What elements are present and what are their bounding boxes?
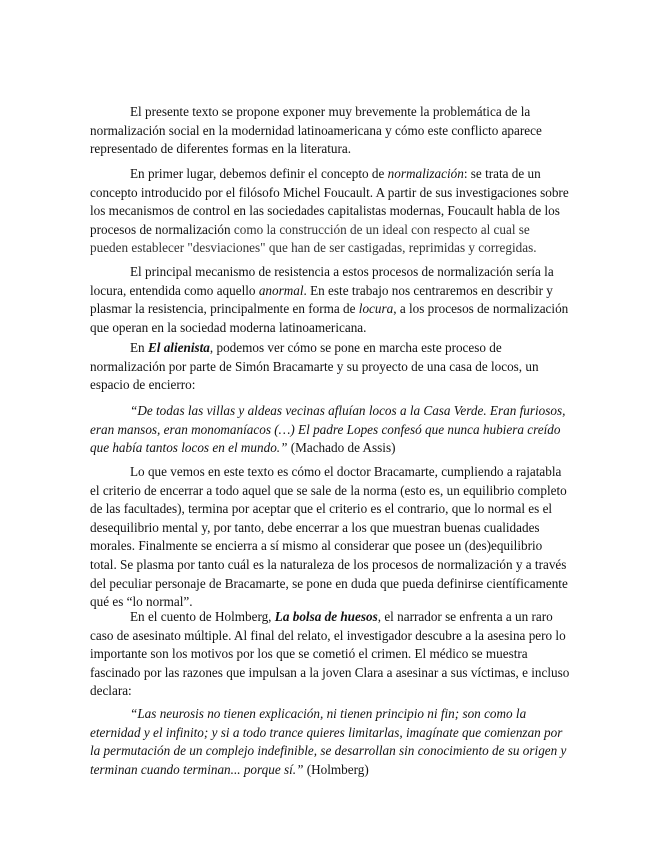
quote-text: “Las neurosis no tienen explicación, ni tienen principio ni fin; son como la eternidad y el infinito; y si a todo trance quieres limitarlas, imagínate que comienzan por la permutación de un complejo indefinible, se desarrollan sin conocimiento de su origen y terminan cuando terminan... porque sí.”	[90, 706, 567, 777]
text-run: El principal mecanismo de resistencia a estos procesos de normalización sería la locura, entendida como aquello	[90, 264, 554, 298]
text-run: como la construcción de un ideal con respecto al cual se pueden establecer "desviaciones" que han de ser castigadas, reprimidas y corregidas.	[90, 221, 537, 256]
paragraph-resistance	[90, 263, 570, 337]
term-locura: locura	[358, 301, 394, 317]
term-normalizacion: normalización	[387, 166, 464, 181]
paragraph-alienista	[90, 339, 570, 395]
term-lo-normal: “lo normal”	[126, 594, 190, 610]
text-run: En primer lugar, debemos definir el concepto de	[130, 166, 388, 181]
quote-text: “De todas las villas y aldeas vecinas afluían locos a la Casa Verde. Eran furiosos, eran mansos, eran monomaníacos (…) El padre Lopes confesó que nunca hubiera creído que había tantos locos en el mundo.”	[90, 403, 566, 456]
paragraph-intro	[90, 103, 570, 159]
quote-machado-de-assis	[90, 402, 570, 458]
work-title-el-alienista: El alienista	[147, 340, 210, 355]
text-run: .	[189, 594, 193, 610]
text-run: , a los procesos de normalización que operan en la sociedad moderna latinoamericana.	[90, 301, 569, 335]
text-run: En	[130, 340, 148, 355]
term-anormal: anormal	[258, 282, 304, 298]
paragraph-holmberg	[90, 608, 570, 701]
quote-citation: (Holmberg)	[303, 761, 369, 777]
text-run: . En este trabajo nos centraremos en describir y plasmar la resistencia, principalmente en forma de	[90, 282, 553, 317]
text-run: , podemos ver cómo se pone en marcha este proceso de normalización por parte de Simón Bracamarte y su proyecto de una casa de locos, un espacio de encierro:	[90, 340, 539, 393]
paragraph-bracamarte	[90, 463, 570, 612]
text-run: : se trata de un concepto introducido por el filósofo Michel Foucault. A partir de sus investigaciones sobre los mecanismos de control en las sociedades capitalistas modernas, Foucault habla de los procesos de normalización	[90, 166, 569, 237]
paragraph-intro-text: El presente texto se propone exponer muy brevemente la problemática de la normalización social en la modernidad latinoamericana y cómo este conflicto aparece representado de diferentes formas en la literatura.	[90, 104, 542, 157]
paragraph-normalization	[90, 165, 570, 258]
text-run: , el narrador se enfrenta a un raro caso de asesinato múltiple. Al final del relato, el investigador descubre a la asesina pero lo importante son los motivos por los que se cometió el crimen. El médico se muestra fascinado por las razones que impulsan a la joven Clara a asesinar a sus víctimas, e incluso declara:	[90, 609, 570, 699]
text-run: En el cuento de Holmberg,	[130, 609, 275, 624]
text-run: Lo que vemos en este texto es cómo el doctor Bracamarte, cumpliendo a rajatabla el criterio de encerrar a todo aquel que se sale de la norma (esto es, un equilibrio completo de las facultades), termina por aceptar que el criterio es el contrario, que lo normal es el desequilibrio mental y, por tanto, debe encerrar a los que muestran buenas cualidades morales. Finalmente se encierra a sí mismo al considerar que posee un (des)equilibrio total. Se plasma por tanto cuál es la naturaleza de los procesos de normalización y a través del peculiar personaje de Bracamarte, se pone en duda que pueda definirse científicamente qué es	[90, 464, 568, 610]
quote-holmberg	[90, 705, 570, 779]
work-title-la-bolsa-de-huesos: La bolsa de huesos	[274, 609, 378, 624]
quote-citation: (Machado de Assis)	[287, 440, 396, 456]
